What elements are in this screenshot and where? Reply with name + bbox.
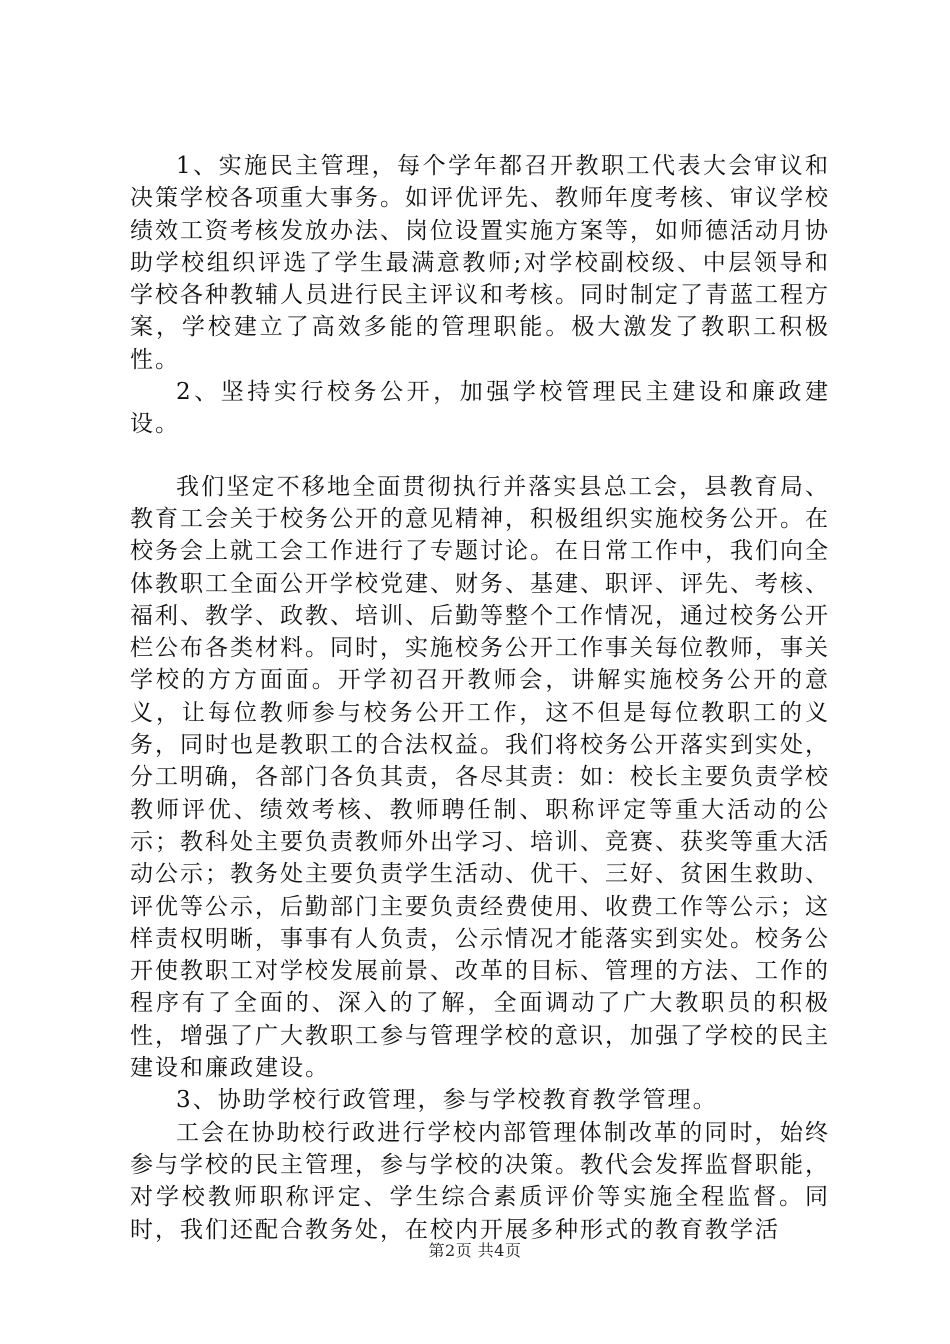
paragraph-school-affairs-openness: 我们坚定不移地全面贯彻执行并落实县总工会，县教育局、教育工会关于校务公开的意见精神，积极组织实施校务公开。在校务会上就工会工作进行了专题讨论。在日常工作中，我们向全体教职工全面公开学校党建、财务、基建、职评、评先、考核、福利、教学、政教、培训、后勤等整个工作情况，通过校务公开栏公布各类材料。同时，实施校务公开工作事关每位教师，事关学校的方方面面。开学初召开教师会，讲解实施校务公开的意义，让每位教师参与校务公开工作，这不但是每位教职工的义务，同时也是教职工的合法权益。我们将校务公开落实到实处，分工明确，各部门各负其责，各尽其责：如：校长主要负责学校教师评优、绩效考核、教师聘任制、职称评定等重大活动的公示；教科处主要负责教师外出学习、培训、竞赛、获奖等重大活动公示；教务处主要负责学生活动、优干、三好、贫困生救助、评优等公示，后勤部门主要负责经费使用、收费工作等公示；这样责权明晰，事事有人负责，公示情况才能落实到实处。校务公开使教职工对学校发展前景、改革的目标、管理的方法、工作的程序有了全面的、深入的了解，全面调动了广大教职员的积极性，增强了广大教职工参与管理学校的意识，加强了学校的民主建设和廉政建设。	[130, 473, 830, 1082]
paragraph-heading-administration: 3、协助学校行政管理，参与学校教育教学管理。	[176, 1087, 718, 1114]
document-body	[130, 150, 830, 1246]
paragraph-administration: 工会在协助校行政进行学校内部管理体制改革的同时，始终参与学校的民主管理，参与学校的决策。教代会发挥监督职能，对学校教师职称评定、学生综合素质评价等实施全程监督。同时，我们还配合教务处，在校内开展多种形式的教育教学活	[130, 1119, 830, 1243]
paragraph-spacer	[130, 441, 830, 471]
paragraph-democratic-management: 1、实施民主管理，每个学年都召开教职工代表大会审议和决策学校各项重大事务。如评优评先、教师年度考核、审议学校绩效工资考核发放办法、岗位设置实施方案等，如师德活动月协助学校组织评选了学生最满意教师;对学校副校级、中层领导和学校各种教辅人员进行民主评议和考核。同时制定了青蓝工程方案，学校建立了高效多能的管理职能。极大激发了教职工积极性。	[130, 153, 830, 373]
page-number-footer: 第2页 共4页	[428, 1241, 522, 1260]
paragraph-heading-school-affairs-openness: 2、坚持实行校务公开，加强学校管理民主建设和廉政建设。	[130, 379, 830, 438]
